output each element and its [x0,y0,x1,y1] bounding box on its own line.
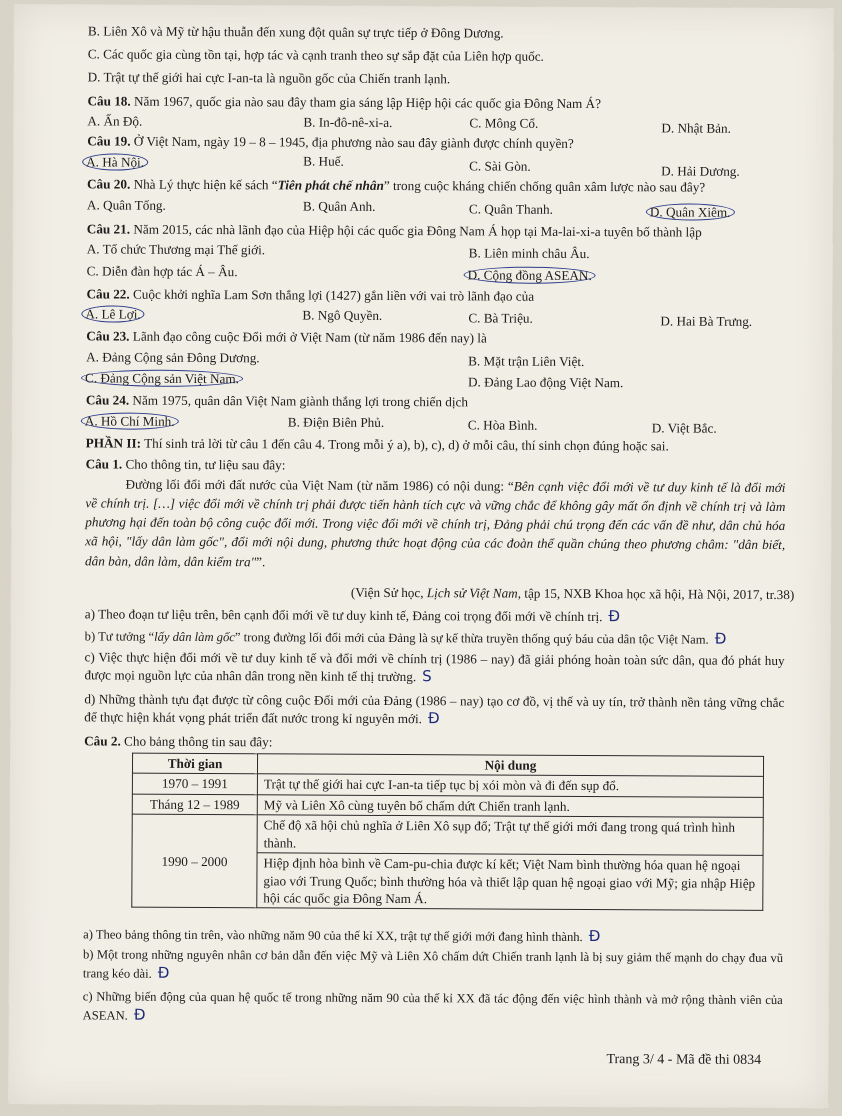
handwritten-true-mark: Đ [157,963,170,982]
passage-quote: Bên cạnh việc đổi mới về tư duy kinh tế là đổi mới về chính trị. […] việc đổi mới về chính trị phải được tiến hành tích cực và vững chắc để không gây mất ổn định về chính trị và làm phương hại đến toàn bộ công cuộc đổi mới. Trong việc đổi mới về chính trị, Đảng phải chú trọng đến các vấn đề như, dân chủ hóa xã hội, "lấy dân làm gốc", đổi mới nội dung, phương thức hoạt động của các đoàn thể quần chúng theo phương châm: "dân biết, dân bàn, dân làm, dân kiểm tra" [85,478,786,569]
q23-option-a[interactable]: A. Đảng Cộng sản Đông Dương. [86,349,260,366]
item-text-italic: lấy dân làm gốc [154,629,235,645]
q22-option-c[interactable]: C. Bà Triệu. [468,310,533,326]
item-text-post: ” trong đường lối đổi mới của Đảng là sự kế thừa truyền thống quý báu của dân tộc Việt Nam. [234,630,709,647]
table-cell-content: Hiệp định hòa bình về Cam-pu-chia được kí kết; Việt Nam bình thường hóa quan hệ ngoại giao với Trung Quốc; bình thường hóa và thiết lập quan hệ ngoại giao với Mỹ; gia nhập Hiệp hội các quốc gia Đông Nam Á. [257,853,763,911]
source-passage [85,474,785,573]
q24-stem [86,391,786,412]
part2-q1-item-c[interactable] [84,648,784,689]
q17-option-c: C. Các quốc gia cùng tồn tại, hợp tác và cạnh tranh theo sự sắp đặt của Liên hợp quốc. [87,46,544,64]
q22-option-b[interactable]: B. Ngô Quyền. [302,307,383,323]
q18-stem [87,92,787,113]
item-text: c) Việc thực hiện đổi mới về tư duy kinh tế và đổi mới về chính trị (1986 – nay) đã giải phóng hoàn toàn sức dân, qua đó phát huy được mọi nguồn lực của nhân dân trong nền kinh tế thị trường. [84,649,785,685]
q23-label: Câu 23. [86,328,130,344]
citation-pre: (Viện Sử học, [350,584,427,601]
handwritten-true-mark: Đ [588,927,601,946]
table-cell-content: Chế độ xã hội chủ nghĩa ở Liên Xô sụp đổ; Trật tự thế giới mới đang trong quá trình hình thành. [257,815,763,855]
part2-q1-item-d[interactable] [84,690,784,731]
part2-q1-label: Câu 1. [85,456,123,472]
q24-text: Năm 1975, quân dân Việt Nam giành thắng lợi trong chiến dịch [129,392,469,410]
citation-post: , tập 15, NXB Khoa học xã hội, Hà Nội, 2017, tr.38) [517,585,795,603]
table-row [132,814,763,855]
q21-option-a[interactable]: A. Tổ chức Thương mại Thế giới. [86,241,266,258]
part2-q2-text: Cho bảng thông tin sau đây: [120,733,273,750]
q20-text-italic: Tiên phát chế nhân [277,177,384,193]
q20-text-post: ” trong cuộc kháng chiến chống quân xâm lược nào sau đây? [383,177,706,195]
q24-option-a[interactable] [86,412,179,430]
item-text-pre: b) Tư tưởng “ [84,629,155,644]
handwritten-true-mark: Đ [133,1005,146,1024]
table-cell-time: 1990 – 2000 [132,814,257,908]
handwritten-true-mark: Đ [427,709,440,728]
q21-stem [87,220,787,241]
part2-q2-label: Câu 2. [84,733,121,749]
part2-heading [86,434,786,455]
q20-stem [87,175,787,196]
q22-text: Cuộc khởi nghĩa Lam Sơn thắng lợi (1427) gắn liền với vai trò lãnh đạo của [129,286,535,304]
table-header-time: Thời gian [132,753,257,774]
q22-stem [86,285,786,306]
q18-option-d[interactable]: D. Nhật Bản. [661,120,731,136]
handwritten-true-mark: Đ [714,629,727,648]
part2-q2-stem [84,732,784,753]
q20-option-b[interactable]: B. Quân Anh. [302,198,376,214]
table-cell-time: Tháng 12 – 1989 [132,794,257,815]
q21-option-b[interactable]: B. Liên minh châu Âu. [468,245,590,262]
q20-text-pre: Nhà Lý thực hiện kế sách “ [130,176,278,193]
exam-page [8,4,834,1108]
selected-answer-circle: A. Hồ Chí Minh. [81,412,179,430]
q18-option-b[interactable]: B. In-đô-nê-xi-a. [303,114,393,130]
q20-option-d[interactable] [651,203,735,221]
table-cell-content: Trật tự thế giới hai cực I-an-ta tiếp tục bị xói mòn và đi đến sụp đổ. [257,774,763,797]
q19-option-a[interactable] [87,153,148,171]
q23-text: Lãnh đạo công cuộc Đổi mới ở Việt Nam (từ năm 1986 đến nay) là [129,328,487,346]
part2-q2-item-c[interactable] [83,988,783,1028]
part2-label: PHẦN II: [85,435,142,451]
page-footer: Trang 3/ 4 - Mã đề thi 0834 [606,1052,762,1068]
q21-option-d[interactable] [469,266,596,284]
item-text: d) Những thành tựu đạt được từ công cuộc Đổi mới của Đảng (1986 – nay) tạo cơ đồ, vị thế và uy tín, trở thành nền tảng vững chắc để thực hiện khát vọng phát triển đất nước trong kỉ nguyên mới. [84,691,785,727]
q23-option-b[interactable]: B. Mặt trận Liên Việt. [468,353,585,369]
q19-option-c[interactable]: C. Sài Gòn. [469,158,531,174]
selected-answer-circle: C. Đảng Cộng sản Việt Nam. [81,369,243,387]
q22-option-d[interactable]: D. Hai Bà Trưng. [660,313,753,329]
q21-label: Câu 21. [86,221,131,237]
part2-q1-item-b[interactable] [85,626,785,649]
q22-label: Câu 22. [86,286,130,302]
table-cell-content: Mỹ và Liên Xô cùng tuyên bố chấm dứt Chiến tranh lạnh. [257,795,763,818]
q23-option-d[interactable]: D. Đảng Lao động Việt Nam. [467,374,624,391]
item-text: b) Một trong những nguyên nhân cơ bản dẫn đến việc Mỹ và Liên Xô chấm dứt Chiến tranh lạnh là bị suy giảm thế mạnh do chạy đua vũ trang kéo dài. [82,947,784,981]
item-text: a) Theo đoạn tư liệu trên, bên cạnh đổi mới về tư duy kinh tế, Đảng coi trọng đổi mới về chính trị. [84,606,603,625]
q24-option-c[interactable]: C. Hòa Bình. [467,417,538,433]
handwritten-false-mark: S [422,667,432,686]
part2-instructions: Thí sinh trả lời từ câu 1 đến câu 4. Trong mỗi ý a), b), c), d) ở mỗi câu, thí sinh chọn đúng hoặc sai. [140,435,669,454]
part2-q1-text: Cho thông tin, tư liệu sau đây: [122,456,286,473]
q19-label: Câu 19. [87,133,131,149]
q24-option-b[interactable]: B. Điện Biên Phủ. [287,414,385,430]
q24-option-d[interactable]: D. Việt Bắc. [651,420,717,436]
item-text: a) Theo bảng thông tin trên, vào những năm 90 của thế kỉ XX, trật tự thế giới mới đang hình thành. [83,927,583,944]
q21-option-c[interactable]: C. Diễn đàn hợp tác Á – Âu. [86,263,238,280]
handwritten-true-mark: Đ [608,607,621,626]
q20-option-a[interactable]: A. Quân Tống. [86,197,166,213]
q17-option-d: D. Trật tự thế giới hai cực I-an-ta là nguồn gốc của Chiến tranh lạnh. [87,69,451,87]
source-citation [351,584,794,604]
q20-label: Câu 20. [87,176,131,192]
selected-answer-circle: D. Cộng đồng ASEAN. [464,266,596,284]
q23-option-c[interactable] [86,369,243,387]
q19-stem [87,132,787,153]
citation-title: Lịch sử Việt Nam [426,585,518,601]
q18-label: Câu 18. [87,93,131,109]
part2-q2-item-a[interactable] [83,924,783,947]
q18-text: Năm 1967, quốc gia nào sau đây tham gia sáng lập Hiệp hội các quốc gia Đông Nam Á? [130,93,601,112]
selected-answer-circle: A. Lê Lợi. [81,305,144,322]
q21-text: Năm 2015, các nhà lãnh đạo của Hiệp hội các quốc gia Đông Nam Á họp tại Ma-lai-xi-a tuyên bố thành lập [130,221,702,240]
q19-option-b[interactable]: B. Huế. [303,153,344,169]
selected-answer-circle: A. Hà Nội. [82,153,148,170]
q18-option-a[interactable]: A. Ấn Độ. [87,113,143,129]
selected-answer-circle: D. Quân Xiêm. [646,203,735,220]
q22-option-a[interactable] [86,305,144,323]
q24-label: Câu 24. [85,392,130,408]
passage-pre: Đường lối đổi mới đất nước của Việt Nam (từ năm 1986) có nội dung: “ [125,476,514,494]
table-cell-time: 1970 – 1991 [132,774,257,795]
q18-option-c[interactable]: C. Mông Cổ. [469,115,539,131]
info-table [131,753,764,912]
table-header-content: Nội dung [257,754,763,777]
part2-q1-item-a[interactable] [85,604,785,627]
q17-option-b: B. Liên Xô và Mỹ từ hậu thuẫn đến xung đột quân sự trực tiếp ở Đông Dương. [87,23,504,41]
q23-stem [86,327,786,348]
part2-q2-item-b[interactable] [83,946,783,986]
q19-text: Ở Việt Nam, ngày 19 – 8 – 1945, địa phương nào sau đây giành được chính quyền? [130,133,574,151]
item-text: c) Những biến động của quan hệ quốc tế trong những năm 90 của thế kỉ XX đã tác động đến việc hình thành và mở rộng thành viên của ASEAN. [82,989,783,1023]
part2-q1-stem [86,455,786,476]
passage-post: ”. [256,553,266,569]
q20-option-c[interactable]: C. Quân Thanh. [468,201,553,217]
q19-option-d[interactable]: D. Hải Dương. [661,163,740,179]
